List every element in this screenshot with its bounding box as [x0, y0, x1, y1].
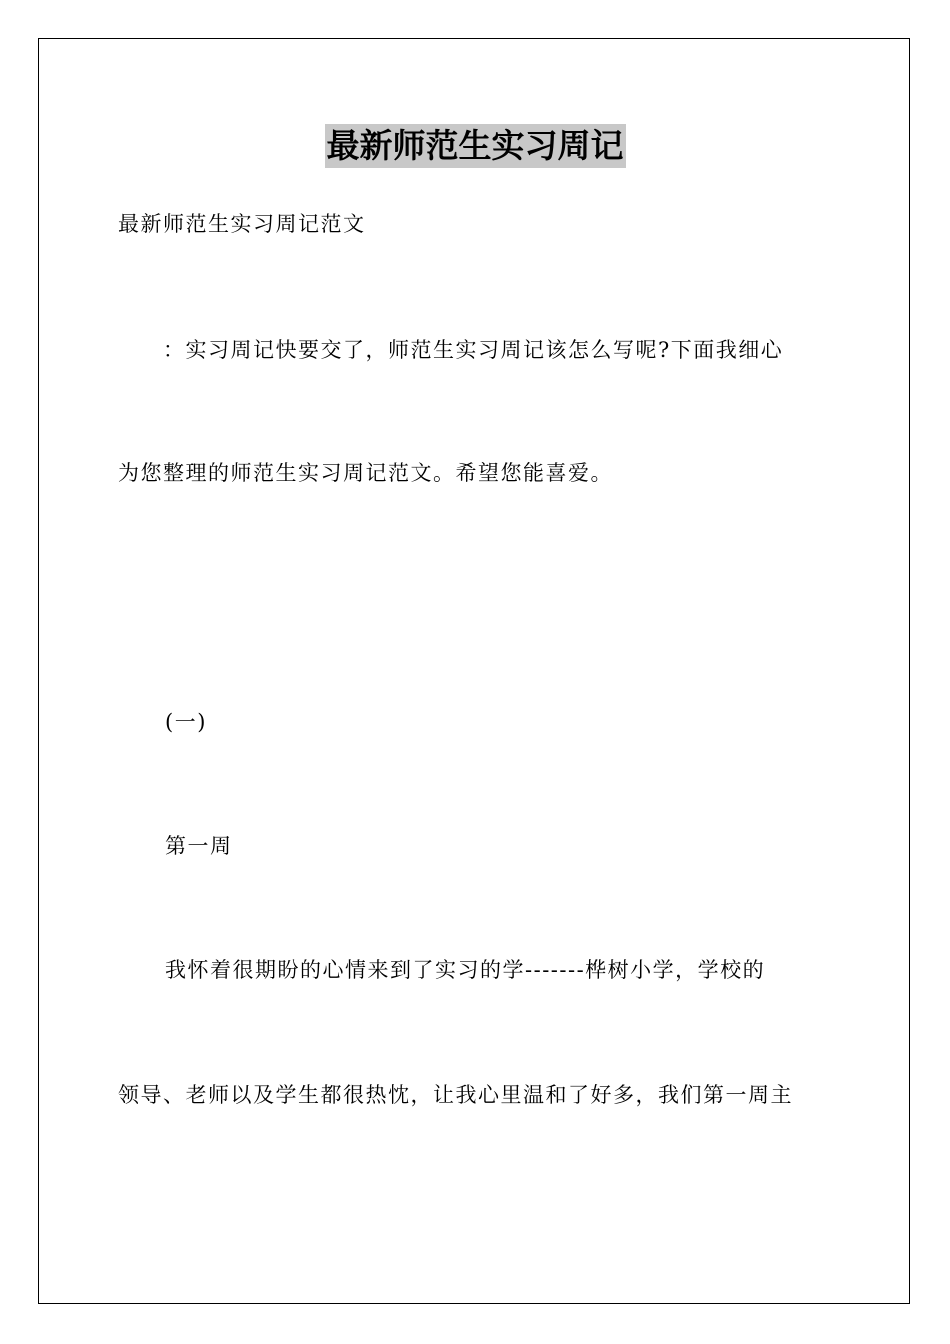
paragraph-line-1: 我怀着很期盼的心情来到了实习的学-------桦树小学，学校的: [165, 958, 766, 982]
document-subtitle: 最新师范生实习周记范文: [118, 212, 366, 236]
title-container: [0, 124, 950, 168]
week-heading: 第一周: [165, 834, 233, 858]
section-marker: (一): [165, 710, 207, 734]
paragraph-line-2: 领导、老师以及学生都很热忱，让我心里温和了好多，我们第一周主: [118, 1083, 793, 1107]
intro-line-1: ：实习周记快要交了，师范生实习周记该怎么写呢?下面我细心: [163, 338, 784, 362]
intro-line-2: 为您整理的师范生实习周记范文。希望您能喜爱。: [118, 461, 613, 485]
document-title: 最新师范生实习周记: [325, 124, 626, 168]
